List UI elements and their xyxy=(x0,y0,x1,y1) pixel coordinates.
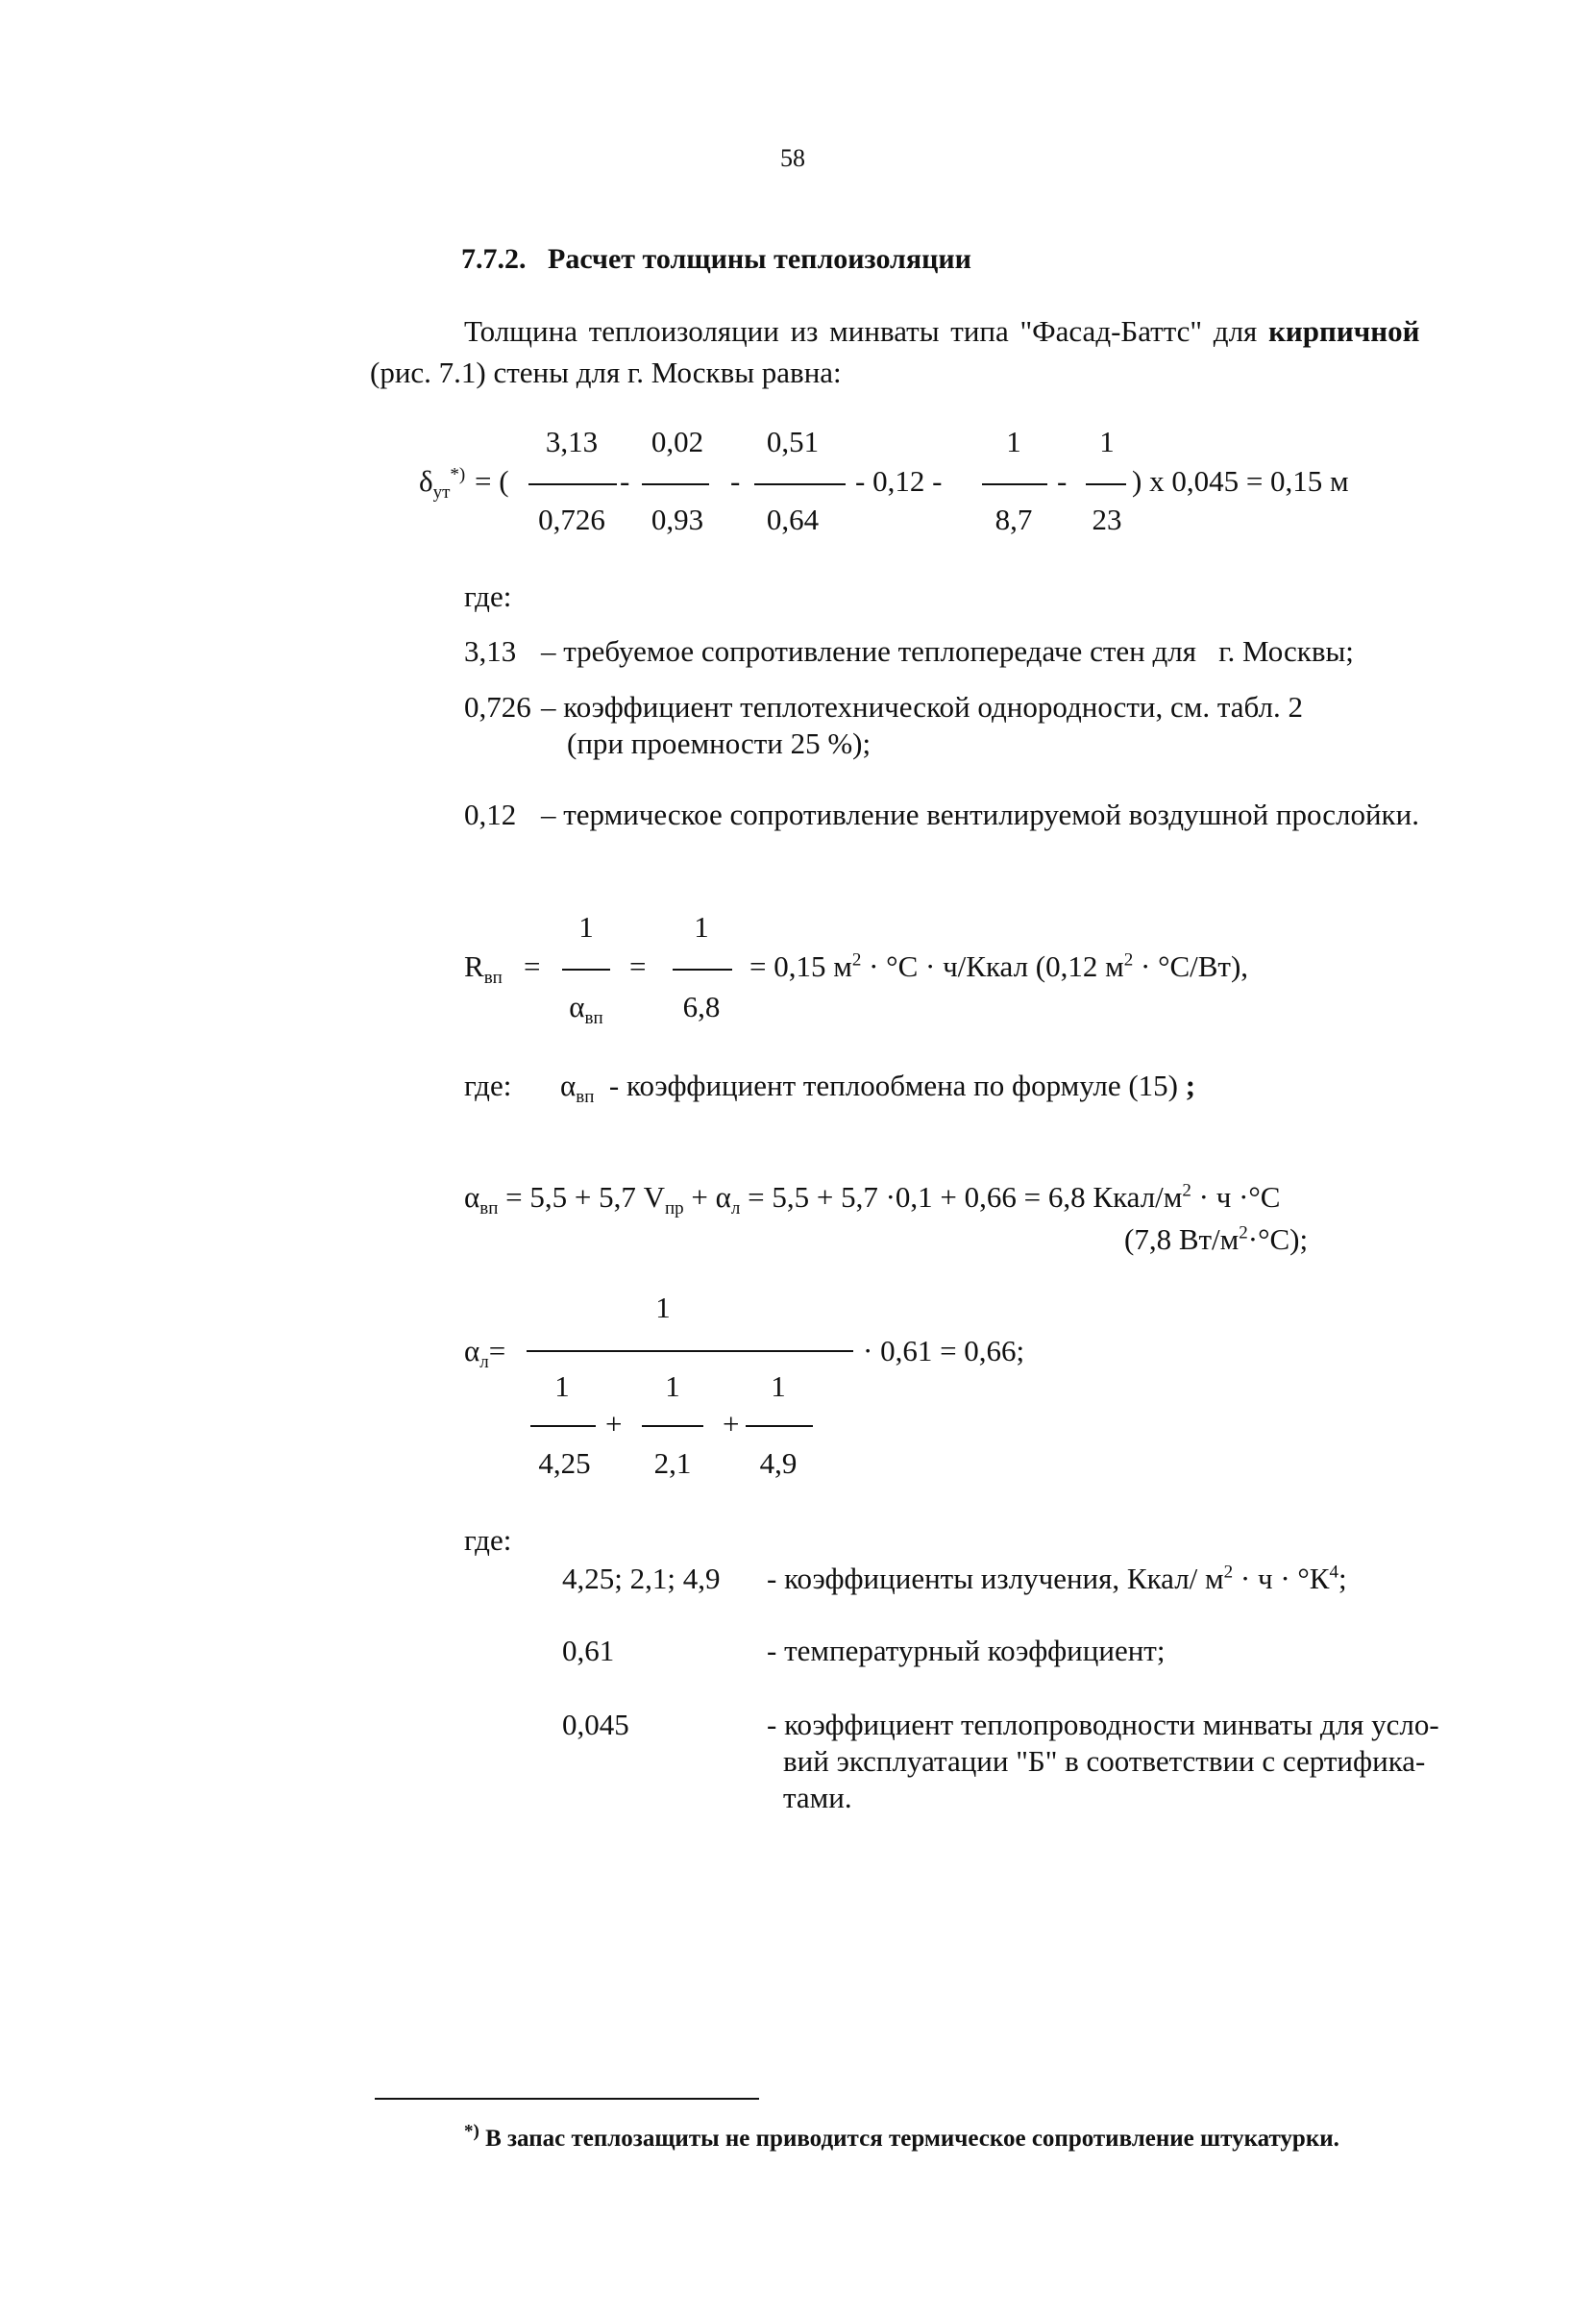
rvp-frac2-num: 1 xyxy=(694,910,709,944)
where3-label: где: xyxy=(464,1523,512,1557)
frac4-num: 1 xyxy=(1006,425,1021,458)
rvp-result: = 0,15 $м^2 \cdot ^\circ С$ · ч/Ккал (0,12 $м^2 \cdot ^\circ С/Вт$), xyxy=(749,949,1249,983)
rvp-symbol: $R_{вп}$ xyxy=(464,949,503,988)
where1-text-1: – требуемое сопротивление теплопередаче стен для г. Москвы; xyxy=(541,634,1354,668)
section-title: Расчет толщины теплоизоляции xyxy=(548,243,971,275)
op1: - xyxy=(620,464,630,498)
where3-value-3: 0,045 xyxy=(562,1708,629,1741)
intro-bold-word: кирпичной xyxy=(1268,314,1420,348)
frac1-den: 0,726 xyxy=(538,503,605,536)
where1-text-2: – коэффициент теплотехнической однородности, см. табл. 2 xyxy=(541,690,1304,724)
intro-line-2: (рис. 7.1) стены для г. Москвы равна: xyxy=(370,356,842,389)
rvp-frac1-den: $\alpha_{вп}$ xyxy=(569,990,603,1028)
formula-avp-line2: (7,8 $Вт/м^2\cdot^\circ С$); xyxy=(1124,1222,1309,1256)
formula1-open: = ( xyxy=(475,464,509,498)
al-plus2: + xyxy=(723,1407,740,1440)
frac2-num: 0,02 xyxy=(651,425,704,458)
where2-line: $\alpha_{вп}$ - коэффициент теплообмена по формуле (15) ; xyxy=(560,1069,1196,1107)
frac5-num: 1 xyxy=(1099,425,1115,458)
where3-value-1: 4,25; 2,1; 4,9 xyxy=(562,1562,721,1595)
where1-value-1: 3,13 xyxy=(464,634,517,668)
rvp-eq: = xyxy=(524,949,541,983)
where1-value-3: 0,12 xyxy=(464,798,517,831)
al-inner1-den: 4,25 xyxy=(538,1446,591,1480)
where3-text-2: - температурный коэффициент; xyxy=(767,1634,1166,1667)
where1-text-3: – термическое сопротивление вентилируемой воздушной прослойки. xyxy=(541,798,1419,831)
al-inner2-num: 1 xyxy=(665,1369,680,1403)
page-number: 58 xyxy=(780,144,805,172)
where3-text-3: - коэффициент теплопроводности минваты для усло- xyxy=(767,1708,1439,1741)
where3-text-3b: вий эксплуатации "Б" в соответствии с сертифика- xyxy=(783,1744,1426,1778)
frac1-num: 3,13 xyxy=(545,425,599,458)
section-number: 7.7.2. xyxy=(461,243,527,275)
al-numerator: 1 xyxy=(655,1291,671,1324)
formula1-result: ) x 0,045 = 0,15 м xyxy=(1132,464,1349,498)
al-inner2-den: 2,1 xyxy=(653,1446,692,1480)
formula1-mid: - 0,12 - xyxy=(855,464,943,498)
op2: - xyxy=(730,464,741,498)
al-plus1: + xyxy=(605,1407,623,1440)
frac5-den: 23 xyxy=(1092,503,1122,536)
formula-avp: $\alpha_{вп} = 5,5 + 5,7$ $V_{пр} + \alpha_л = 5,5 + 5,7 \cdot 0,1 + 0,66 = 6,8$ Ккал/$м^2 \cdot ч \cdot^\circ С$ xyxy=(464,1180,1281,1219)
al-inner1-num: 1 xyxy=(554,1369,570,1403)
intro-text: Толщина теплоизоляции из минваты типа "Фасад-Баттс" для xyxy=(464,314,1258,348)
op4: - xyxy=(1057,464,1068,498)
intro-line-1 xyxy=(464,314,1419,349)
where2-label: где: xyxy=(464,1069,512,1102)
rvp-eq2: = xyxy=(629,949,647,983)
where1-value-2: 0,726 xyxy=(464,690,531,724)
where1-label: где: xyxy=(464,579,512,613)
where3-text-1: - коэффициенты излучения, Ккал/ $м^2 \cdot ч \cdot ^\circ К^4$; xyxy=(767,1562,1347,1595)
al-symbol: $\alpha_л=$ xyxy=(464,1334,506,1372)
frac3-num: 0,51 xyxy=(766,425,820,458)
rvp-frac1-num: 1 xyxy=(578,910,594,944)
frac4-den: 8,7 xyxy=(994,503,1033,536)
delta-symbol: $\delta_{ут}^{*)}$ xyxy=(419,464,466,503)
rvp-frac2-den: 6,8 xyxy=(682,990,721,1023)
frac2-den: 0,93 xyxy=(651,503,704,536)
al-tail: · 0,61 = 0,66; xyxy=(863,1334,1025,1367)
frac3-den: 0,64 xyxy=(766,503,820,536)
al-inner3-den: 4,9 xyxy=(759,1446,798,1480)
footnote: *) В запас теплозащиты не приводится термическое сопротивление штукатурки. xyxy=(464,2121,1339,2152)
footnote-rule xyxy=(375,2098,759,2100)
where3-value-2: 0,61 xyxy=(562,1634,615,1667)
where3-text-3c: тами. xyxy=(783,1781,852,1814)
where1-text-2b: (при проемности 25 %); xyxy=(567,726,872,760)
al-inner3-num: 1 xyxy=(771,1369,786,1403)
section-heading xyxy=(461,243,971,276)
